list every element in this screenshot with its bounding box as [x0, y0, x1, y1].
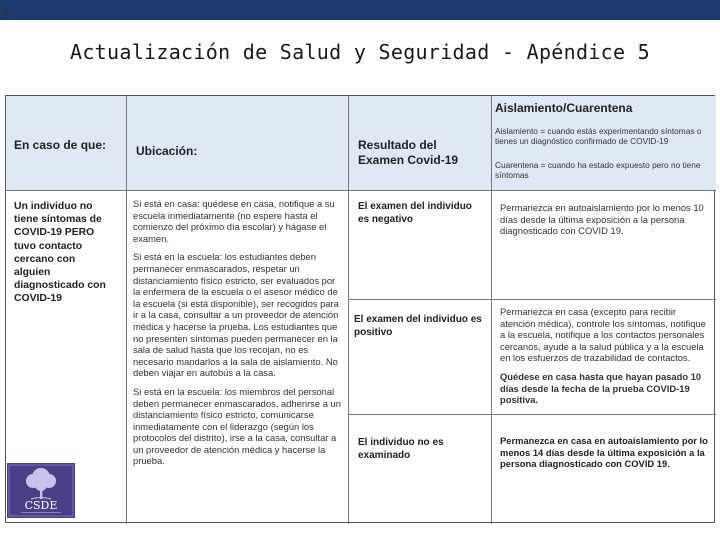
page-title: Actualización de Salud y Seguridad - Apéndice 5 — [69, 40, 651, 64]
action-negative: Permanezca en autoaislamiento por lo menos 10 días desde la última exposición a la persona diagnosticado con COVID 19. — [500, 202, 704, 237]
col-divider-2 — [348, 96, 349, 524]
logo-text: CSDE — [24, 499, 58, 512]
location-school-staff: Si está en la escuela: los miembros del personal deben permanecer enmascarados, adherirse a un distanciamiento físico estricto, comunicarse inmediatamente con el liderazgo (según los protocolos del distrito), irse a la casa, consultar a un proveedor de atención médica y hacerse la prueba. — [133, 385, 341, 467]
result-positive: El examen del individuo es positivo — [354, 314, 482, 338]
location-school-students: Si está en la escuela: los estudiantes deben permanecer enmascarados, respetar un distanciamiento físico estricto, ser evaluados por la enfermera de la escuela o el asesor médico de la escuela (si está disponible), ser recogidos para ir a la casa, consultar a un proveedor de atención médica y hacerse la prueba. Los estudiantes que no presenten síntomas pueden permanecer en la sala de salud hasta que los recojan, no es necesario mandarlos a la sala de aislamiento. No deben viajar en autobús a la casa. — [133, 251, 339, 379]
action-positive-1: Permanezca en casa (excepto para recibir atención médica), controle los síntomas, notifique a la escuela, notifique a los contactos personales cercanos, ayude a la salud pública y a la escuela en los esfuerzos de trazabilidad de contactos. — [500, 306, 706, 364]
action-not-tested: Permanezca en casa en autoaislamiento por lo menos 14 días desde la última exposición a la persona diagnosticado con COVID 19. — [500, 435, 708, 470]
header-case: En caso de que: — [14, 138, 107, 152]
row-divider-1 — [348, 299, 716, 300]
result-negative: El examen del individuo es negativo — [358, 201, 472, 225]
header-result: Resultado del Examen Covid-19 — [358, 138, 459, 167]
header-divider — [6, 190, 716, 191]
header-location: Ubicación: — [136, 144, 198, 158]
csde-logo — [7, 463, 75, 518]
action-positive-2: Quédese en casa hasta que hayan pasado 10 días desde la fecha de la prueba COVID-19 positiva. — [500, 370, 702, 406]
isolation-title: Aislamiento/Cuarentena — [495, 101, 633, 115]
tree-logo-icon — [7, 463, 75, 518]
quarantine-definition: Cuarentena = cuando ha estado expuesto pero no tiene síntomas — [495, 160, 701, 180]
col-divider-3 — [491, 96, 492, 524]
row-divider-2 — [348, 414, 716, 415]
guidance-table — [5, 95, 715, 523]
col-divider-1 — [126, 96, 127, 524]
header-isolation — [495, 101, 713, 180]
action-positive — [500, 306, 710, 406]
location-column — [133, 198, 345, 474]
top-bar — [0, 0, 720, 20]
slide-number: 9 — [2, 6, 9, 19]
isolation-definition: Aislamiento = cuando estás experimentando síntomas o tienes un diagnóstico confirmado de COVID-19 — [495, 126, 702, 146]
location-home: Si está en casa: quédese en casa, notifique a su escuela inmediatamente (no espere hasta el comienzo del próximo día escolar) y hágase el examen. — [133, 198, 335, 244]
case-description: Un individuo no tiene síntomas de COVID-19 PERO tuvo contacto cercano con alguien diagnosticado con COVID-19 — [14, 201, 106, 305]
result-not-tested: El individuo no es examinado — [358, 437, 444, 461]
